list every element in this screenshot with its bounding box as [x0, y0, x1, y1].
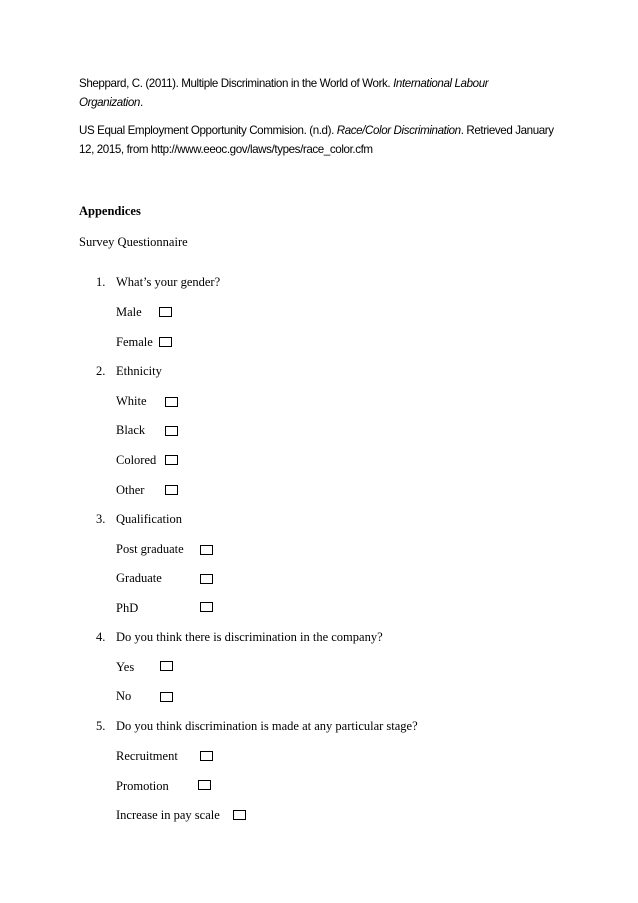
- q2-number: 2.: [96, 364, 106, 378]
- ref1-authors: Sheppard, C. (2011). Multiple Discrimination in the World of Work.: [79, 77, 394, 90]
- q5-number: 5.: [96, 719, 106, 733]
- q2-option-white: White: [116, 394, 147, 408]
- q1-text: What’s your gender?: [116, 275, 221, 289]
- q1-female-checkbox[interactable]: [159, 337, 172, 347]
- ref1-publisher: International Labour: [393, 77, 489, 90]
- ref2-authors: US Equal Employment Opportunity Commision. (n.d).: [79, 124, 337, 137]
- survey-subheading: Survey Questionnaire: [79, 235, 188, 249]
- q1-male-checkbox[interactable]: [159, 307, 172, 317]
- q3-option-graduate: Graduate: [116, 571, 162, 585]
- q3-text: Qualification: [116, 512, 182, 526]
- q3-graduate-checkbox[interactable]: [200, 574, 213, 584]
- q2-option-black: Black: [116, 423, 146, 437]
- q1-option-male: Male: [116, 305, 142, 319]
- q5-recruitment-checkbox[interactable]: [200, 751, 213, 761]
- q4-text: Do you think there is discrimination in the company?: [116, 630, 383, 644]
- q2-option-colored: Colored: [116, 453, 157, 467]
- q3-number: 3.: [96, 512, 106, 526]
- q2-other-checkbox[interactable]: [165, 485, 178, 495]
- q2-text: Ethnicity: [116, 364, 162, 378]
- reference-sheppard: [79, 74, 559, 112]
- q4-option-no: No: [116, 689, 132, 703]
- q1-number: 1.: [96, 275, 106, 289]
- ref2-retrieved: . Retrieved January: [460, 124, 554, 137]
- q3-post-graduate-checkbox[interactable]: [200, 545, 213, 555]
- q4-no-checkbox[interactable]: [160, 692, 173, 702]
- q3-phd-checkbox[interactable]: [200, 602, 213, 612]
- q2-black-checkbox[interactable]: [165, 426, 178, 436]
- q5-option-promotion: Promotion: [116, 779, 169, 793]
- appendices-heading: Appendices: [79, 204, 141, 218]
- q4-option-yes: Yes: [116, 660, 135, 674]
- q2-white-checkbox[interactable]: [165, 397, 178, 407]
- ref2-url-line: 12, 2015, from http://www.eeoc.gov/laws/types/race_color.cfm: [79, 143, 373, 156]
- reference-eeoc: [79, 121, 559, 159]
- q3-option-post-graduate: Post graduate: [116, 542, 184, 556]
- q1-option-female: Female: [116, 335, 153, 349]
- q2-option-other: Other: [116, 483, 145, 497]
- q4-yes-checkbox[interactable]: [160, 661, 173, 671]
- ref1-publisher-cont: Organization: [79, 96, 140, 109]
- q4-number: 4.: [96, 630, 106, 644]
- q2-colored-checkbox[interactable]: [165, 455, 178, 465]
- q5-increase-pay-scale-checkbox[interactable]: [233, 810, 246, 820]
- q5-text: Do you think discrimination is made at any particular stage?: [116, 719, 418, 733]
- q3-option-phd: PhD: [116, 601, 139, 615]
- q5-option-increase-pay-scale: Increase in pay scale: [116, 808, 220, 822]
- ref1-end: .: [139, 96, 143, 109]
- q5-promotion-checkbox[interactable]: [198, 780, 211, 790]
- ref2-title: Race/Color Discrimination: [336, 124, 461, 137]
- q5-option-recruitment: Recruitment: [116, 749, 178, 763]
